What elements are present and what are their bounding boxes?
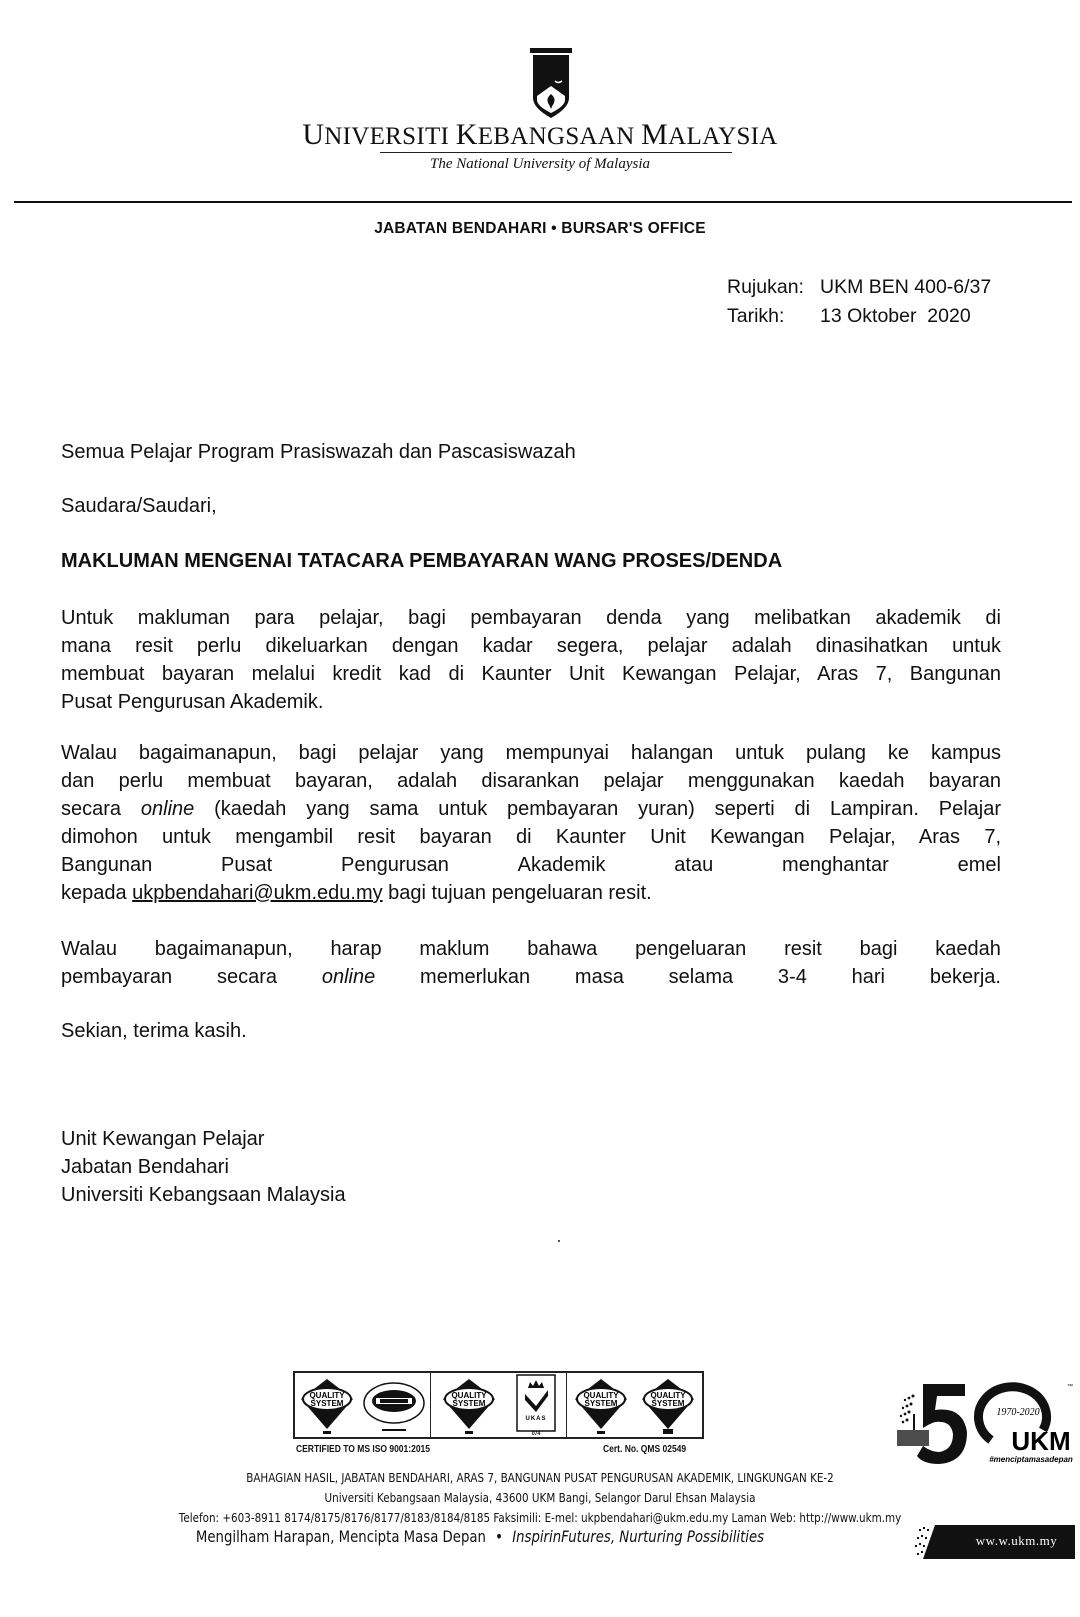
cert-cell (567, 1373, 702, 1437)
word: selama (668, 966, 734, 988)
text-span: secara (61, 798, 141, 820)
tarikh-label: Tarikh: (727, 305, 785, 327)
word: Pengurusan (340, 854, 449, 876)
svg-text:#menciptamasadepan: #menciptamasadepan (989, 1455, 1073, 1464)
svg-text:SYSTEM: SYSTEM (310, 1399, 344, 1408)
date-row (727, 302, 991, 331)
recipient: Semua Pelajar Program Prasiswazah dan Pascasiswazah (61, 441, 576, 463)
paragraph-line: mana resit perlu dikeluarkan dengan kadar segera, pelajar adalah dinasihatkan untuk (61, 635, 1001, 657)
standards-malaysia-seal-icon (362, 1375, 426, 1435)
word: pembayaran (61, 966, 173, 988)
footer-motto (32, 1527, 928, 1546)
salutation: Saudara/Saudari, (61, 495, 217, 517)
signoff-line: Jabatan Bendahari (61, 1156, 229, 1178)
word: emel (957, 854, 1001, 876)
svg-text:™: ™ (1067, 1384, 1073, 1390)
word: Walau (61, 938, 117, 960)
svg-text:074: 074 (532, 1431, 541, 1436)
word: bagi (859, 938, 898, 960)
word: pengeluaran (635, 938, 747, 960)
signoff-line: Universiti Kebangsaan Malaysia (61, 1184, 346, 1206)
uni-name-initial: M (641, 118, 669, 151)
quality-system-badge-icon (640, 1375, 696, 1435)
uni-name-initial: U (302, 118, 325, 151)
reference-block (727, 273, 991, 331)
tarikh-value: 13 Oktober 2020 (820, 305, 971, 327)
paragraph-line: Untuk makluman para pelajar, bagi pembayaran denda yang melibatkan akademik di (61, 607, 1001, 629)
svg-text:SYSTEM: SYSTEM (651, 1399, 685, 1408)
university-name (0, 118, 1080, 152)
rujukan-value: UKM BEN 400-6/37 (820, 276, 992, 298)
paragraph-line (61, 795, 1001, 823)
scan-speck (558, 1240, 560, 1242)
paragraph-line: Walau bagaimanapun, bagi pelajar yang mempunyai halangan untuk pulang ke kampus (61, 742, 1001, 764)
svg-text:QUALITY: QUALITY (451, 1391, 487, 1400)
svg-text:UKAS: UKAS (525, 1416, 547, 1422)
quality-system-badge-icon (299, 1375, 355, 1435)
website-badge-text: ww.w.ukm.my (975, 1533, 1058, 1548)
word: Bangunan (61, 854, 153, 876)
header-divider (14, 201, 1072, 203)
signoff-block (61, 1125, 1001, 1209)
paragraph-3 (61, 935, 1001, 991)
ukas-crown-check-icon (516, 1374, 556, 1436)
motto-separator: • (495, 1527, 503, 1546)
word: bagaimanapun, (154, 938, 293, 960)
closing: Sekian, terima kasih. (61, 1020, 247, 1042)
svg-text:UKM: UKM (1011, 1426, 1071, 1456)
paragraph-line (61, 851, 1001, 879)
word: bekerja. (929, 966, 1001, 988)
word: bahawa (527, 938, 598, 960)
paragraph-1 (61, 604, 1001, 716)
word: masa (574, 966, 624, 988)
word: memerlukan (420, 966, 531, 988)
svg-text:QUALITY: QUALITY (583, 1391, 619, 1400)
signoff-line: Unit Kewangan Pelajar (61, 1128, 265, 1150)
paragraph-line (61, 879, 1001, 907)
quality-system-badge-icon (573, 1375, 629, 1435)
word: menghantar (782, 854, 889, 876)
svg-text:QUALITY: QUALITY (650, 1391, 686, 1400)
svg-text:SYSTEM: SYSTEM (584, 1399, 618, 1408)
paragraph-line (61, 963, 1001, 991)
word: 3-4 (777, 966, 807, 988)
word: kaedah (935, 938, 1001, 960)
word: Pusat (221, 854, 273, 876)
subject-heading: MAKLUMAN MENGENAI TATACARA PEMBAYARAN WANG PROSES/DENDA (61, 550, 783, 572)
paragraph-line: Pusat Pengurusan Akademik. (61, 691, 324, 713)
reference-row (727, 273, 991, 302)
paragraph-line: membuat bayaran melalui kredit kad di Kaunter Unit Kewangan Pelajar, Aras 7, Bangunan (61, 663, 1001, 685)
text-span: (kaedah yang sama untuk pembayaran yuran) seperti di Lampiran. Pelajar (194, 798, 1001, 820)
italic-online: online (321, 966, 376, 988)
university-subtitle: The National University of Malaysia (430, 156, 650, 172)
footer-address-line-1: BAHAGIAN HASIL, JABATAN BENDAHARI, ARAS 7, BANGUNAN PUSAT PENGURUSAN AKADEMIK, LINGKUNGAN KE-2 (246, 1470, 834, 1485)
paragraph-2 (61, 739, 1001, 907)
paragraph-line: dimohon untuk mengambil resit bayaran di Kaunter Unit Kewangan Pelajar, Aras 7, (61, 826, 1001, 848)
word: maklum (419, 938, 490, 960)
certification-logos (293, 1371, 704, 1439)
footer-contact-line: Telefon: +603-8911 8174/8175/8176/8177/8183/8184/8185 Faksimili: E-mel: ukpbendahari@ukm.edu.my Laman Web: http://www.ukm.my (178, 1510, 902, 1525)
italic-online: online (140, 798, 195, 820)
svg-text:1970-2020: 1970-2020 (996, 1407, 1040, 1418)
svg-text:QUALITY: QUALITY (309, 1391, 345, 1400)
word: hari (851, 966, 885, 988)
text-span: bagi tujuan pengeluaran resit. (382, 882, 652, 904)
ukm-crest-logo (527, 46, 575, 120)
ukm-50-anniversary-logo (893, 1378, 1075, 1466)
cert-caption-left: CERTIFIED TO MS ISO 9001:2015 (296, 1444, 431, 1455)
word: atau (674, 854, 714, 876)
paragraph-line: dan perlu membuat bayaran, adalah disarankan pelajar menggunakan kaedah bayaran (61, 770, 1001, 792)
word: Akademik (517, 854, 606, 876)
department-title: JABATAN BENDAHARI • BURSAR'S OFFICE (374, 220, 706, 237)
motto-malay: Mengilham Harapan, Mencipta Masa Depan (195, 1527, 486, 1546)
email-link[interactable]: ukpbendahari@ukm.edu.my (132, 882, 383, 904)
footer-address-line-2: Universiti Kebangsaan Malaysia, 43600 UKM Bangi, Selangor Darul Ehsan Malaysia (324, 1490, 756, 1505)
uni-name-part: EBANGSAAN (477, 123, 635, 150)
motto-english: InspirinFutures, Nurturing Possibilities (512, 1527, 765, 1546)
rujukan-label: Rujukan: (727, 276, 804, 298)
uni-name-part: ALAYSIA (668, 123, 778, 150)
cert-cell (431, 1373, 567, 1437)
uni-name-initial: K (455, 118, 478, 151)
quality-system-badge-icon (441, 1375, 497, 1435)
word: harap (330, 938, 382, 960)
cert-cell (295, 1373, 431, 1437)
text-span: kepada (61, 882, 133, 904)
word: resit (784, 938, 822, 960)
uni-name-part: NIVERSITI (324, 123, 450, 150)
word: secara (217, 966, 278, 988)
svg-text:SYSTEM: SYSTEM (452, 1399, 486, 1408)
paragraph-line (61, 935, 1001, 963)
cert-caption-right: Cert. No. QMS 02549 (603, 1444, 687, 1455)
university-name-rule (380, 152, 732, 153)
